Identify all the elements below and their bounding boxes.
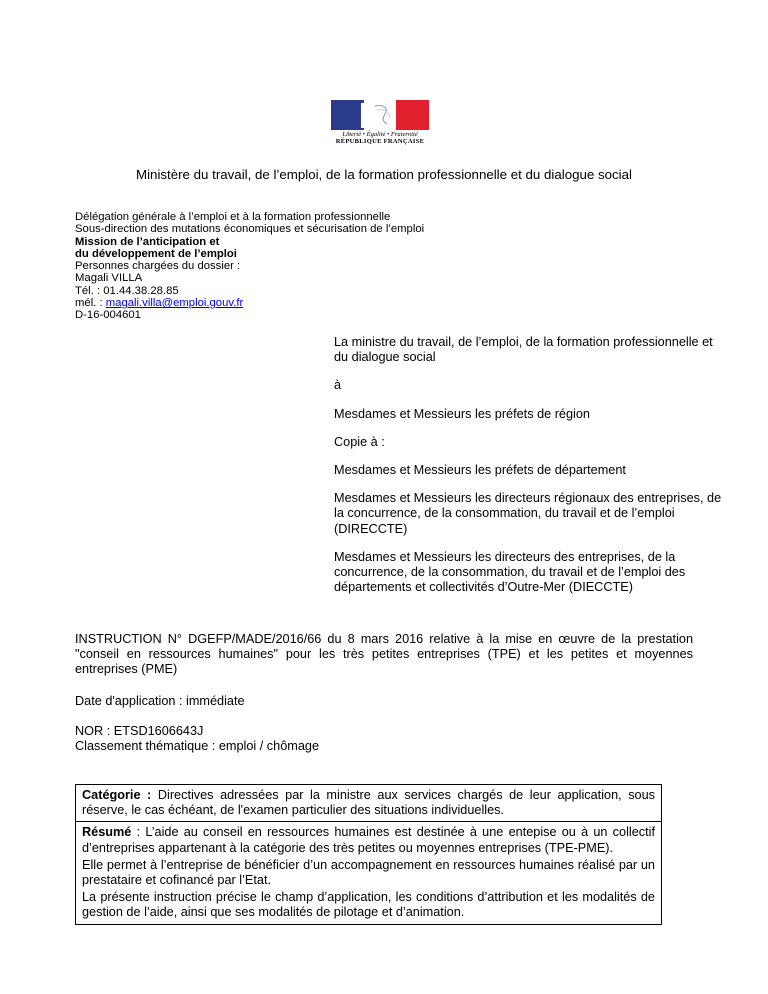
recipient-prefets-region: Mesdames et Messieurs les préfets de région (334, 406, 590, 421)
category-section (76, 785, 661, 821)
logo-republic: RÉPUBLIQUE FRANÇAISE (335, 138, 425, 145)
sender-mission-line2: du développement de l’emploi (75, 247, 237, 260)
summary-section (76, 821, 661, 923)
recipients-block (334, 335, 724, 595)
category-label: Catégorie : (82, 788, 152, 802)
marianne-logo (331, 100, 429, 152)
summary-text: : L’aide au conseil en ressources humaines est destinée à une entepise ou à un collectif d’entreprises appartenant à la catégorie des très petites ou moyennes entreprises (TPE-PME). (82, 825, 655, 855)
summary-paragraph-3: La présente instruction précise le champ d’application, les conditions d’attribution et les modalités de gestion de l’aide, ainsi que ses modalités de pilotage et d’animation. (82, 890, 655, 920)
sender-email-link[interactable]: magali.villa@emploi.gouv.fr (105, 297, 244, 310)
sender-subdirection: Sous-direction des mutations économiques et sécurisation de l’emploi (75, 223, 425, 236)
nor-block (75, 724, 693, 754)
recipient-direccte: Mesdames et Messieurs les directeurs régionaux des entreprises, de la concurrence, de la consommation, du travail et de l’emploi (DIRECCTE) (334, 491, 722, 536)
summary-box (75, 784, 662, 925)
thematic-classification: Classement thématique : emploi / chômage (75, 739, 320, 754)
sender-block (75, 211, 424, 322)
date-application: Date d'application : immédiate (75, 694, 245, 708)
summary-label: Résumé (82, 825, 132, 840)
nor-number: NOR : ETSD1606643J (75, 724, 204, 738)
logo-motto: Liberté • Égalité • Fraternité (342, 131, 418, 138)
sender-email-label: mél. : (75, 297, 106, 310)
instruction-title: INSTRUCTION N° DGEFP/MADE/2016/66 du 8 mars 2016 relative à la mise en œuvre de la prestation "conseil en ressources humaines" pour les très petites entreprises (TPE) et les petites et moyennes entreprises (PME) (75, 632, 693, 677)
sender-contact-label: Personnes chargées du dossier : (75, 260, 241, 273)
recipient-to-word: à (334, 378, 342, 393)
marianne-flag-icon (331, 100, 429, 130)
sender-reference: D-16-004601 (75, 309, 141, 322)
sender-contact-name: Magali VILLA (75, 272, 143, 285)
sender-mission-line1: Mission de l’anticipation et (75, 235, 220, 248)
recipient-dieccte: Mesdames et Messieurs les directeurs des entreprises, de la concurrence, de la consommation, du travail et de l’emploi des départements et collectivités d’Outre-Mer (DIECCTE) (334, 549, 686, 595)
sender-email-line (75, 297, 424, 309)
ministry-header: Ministère du travail, de l’emploi, de la formation professionnelle et du dialogue social (136, 167, 632, 182)
category-text: Directives adressées par la ministre aux services chargés de leur application, sous réserve, le cas échéant, de l'examen particulier des situations individuelles. (82, 788, 655, 818)
sender-delegation: Délégation générale à l’emploi et à la formation professionnelle (75, 211, 391, 223)
summary-paragraph-2: Elle permet à l’entreprise de bénéficier d’un accompagnement en ressources humaines réalisé par un prestataire et cofinancé par l’Etat. (82, 857, 655, 888)
recipient-copy-label: Copie à : (334, 434, 385, 449)
sender-phone: Tél. : 01.44.38.28.85 (75, 284, 179, 297)
recipient-from: La ministre du travail, de l’emploi, de la formation professionnelle et du dialogue social (334, 335, 713, 365)
recipient-prefets-departement: Mesdames et Messieurs les préfets de département (334, 463, 626, 478)
